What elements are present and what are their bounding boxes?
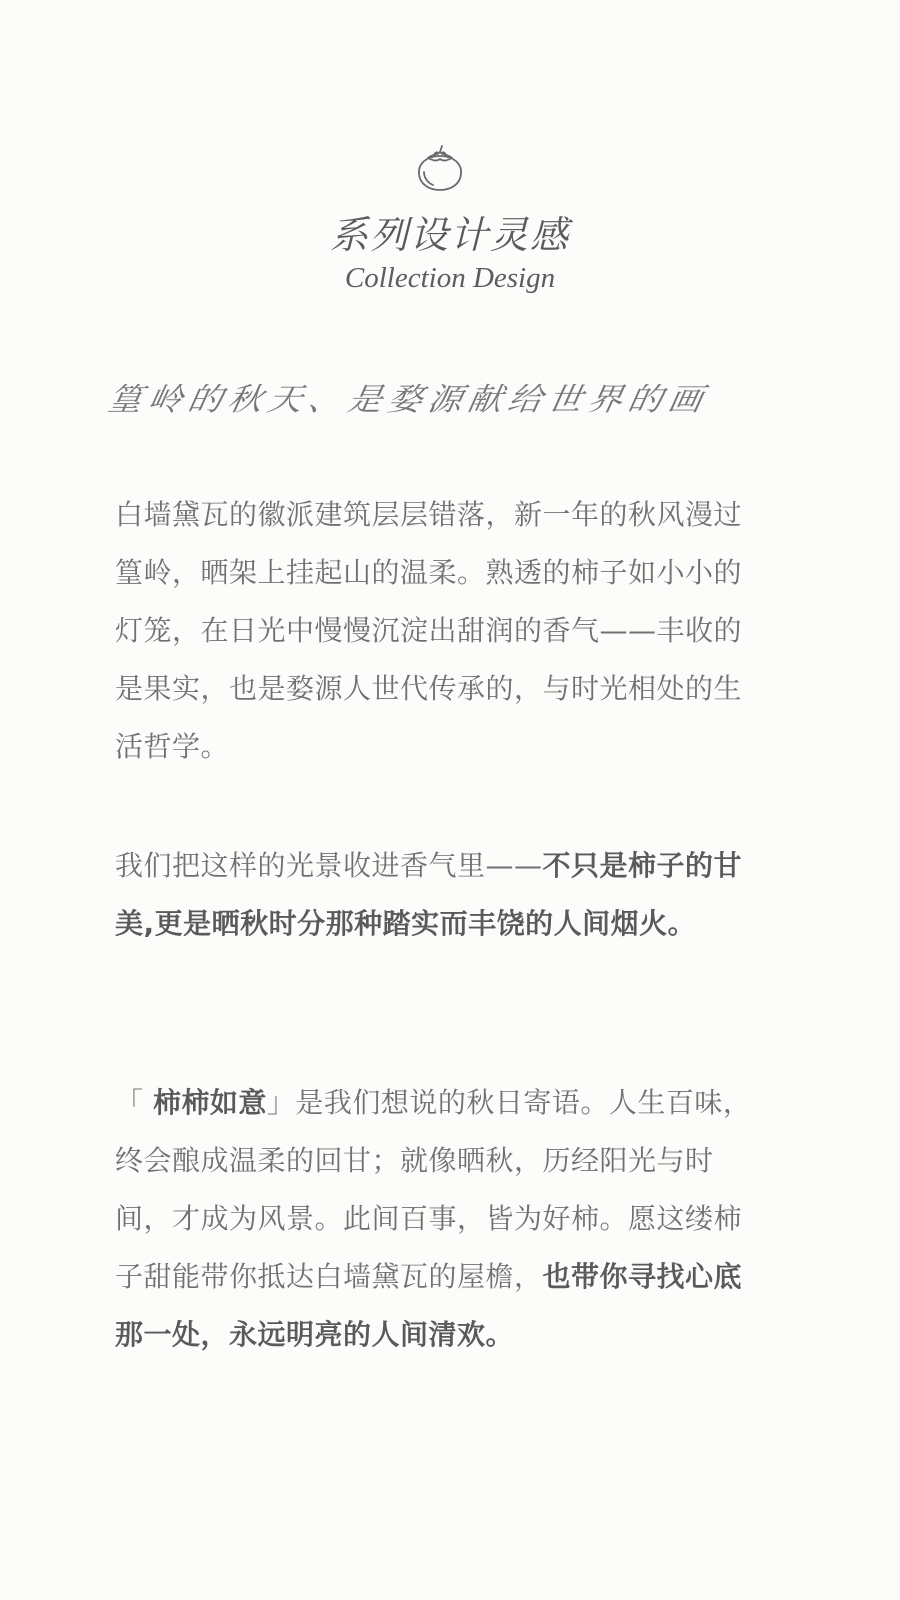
paragraph-wish-keyword: 柿柿如意 xyxy=(152,1086,267,1119)
section-title: 系列设计灵感 xyxy=(329,213,570,257)
paragraph-fragrance xyxy=(115,837,765,953)
paragraph-wish xyxy=(115,1074,765,1364)
paragraph-fragrance-emphasis: 不只是柿子的甘美,更是晒秋时分那种踏实而丰饶的人间烟火。 xyxy=(115,849,743,940)
section-subtitle: Collection Design xyxy=(344,262,556,294)
quote-open: 「 xyxy=(115,1086,153,1119)
paragraph-wish-text: 」是我们想说的秋日寄语。人生百味，终会酿成温柔的回甘；就像晒秋，历经阳光与时间，才成为风景。此间百事，皆为好柿。愿这缕柿子甜能带你抵达白墙黛瓦的屋檐， xyxy=(115,1086,752,1293)
handwritten-tagline: 篁岭的秋天、是婺源献给世界的画 xyxy=(104,381,712,419)
persimmon-icon xyxy=(414,142,466,194)
paragraph-intro: 白墙黛瓦的徽派建筑层层错落，新一年的秋风漫过篁岭，晒架上挂起山的温柔。熟透的柿子如小小的灯笼，在日光中慢慢沉淀出甜润的香气——丰收的是果实，也是婺源人世代传承的，与时光相处的生活哲学。 xyxy=(115,498,743,763)
paragraph-wish-emphasis: 也带你寻找心底那一处，永远明亮的人间清欢。 xyxy=(115,1260,743,1351)
paragraph-fragrance-text: 我们把这样的光景收进香气里—— xyxy=(115,849,543,882)
